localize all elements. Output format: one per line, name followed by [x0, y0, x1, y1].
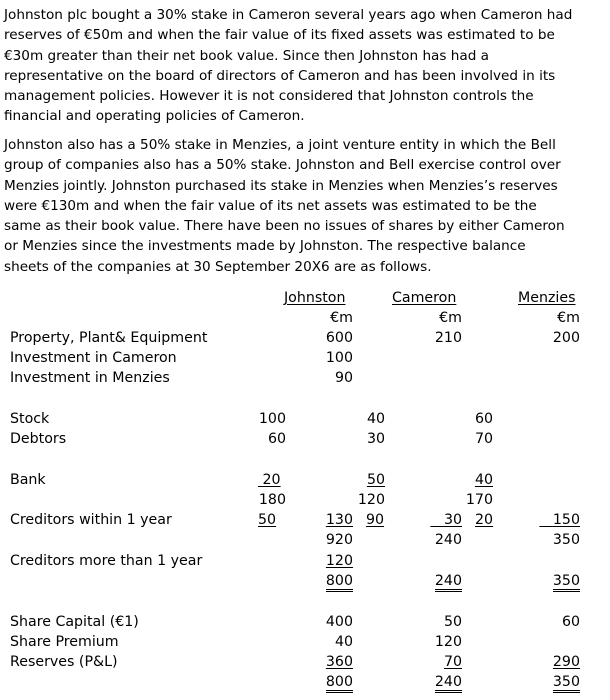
label-bank: Bank [10, 472, 46, 488]
menzies-equity-total: 350 [520, 672, 580, 692]
label-debtors: Debtors [10, 431, 67, 447]
menzies-current-assets-total: 170 [465, 492, 493, 508]
johnston-debtors: 60 [267, 431, 286, 447]
menzies-creditors: 20 [475, 512, 494, 528]
text-line: Johnston plc bought a 30% stake in Cameron several years ago when Cameron had [4, 7, 573, 23]
cameron-stock: 40 [366, 411, 385, 427]
menzies-bank: 40 [474, 472, 493, 488]
menzies-stock: 60 [474, 411, 493, 427]
johnston-net-current-assets: 130 [325, 512, 353, 528]
menzies-debtors: 70 [474, 431, 493, 447]
menzies-subtotal: 350 [552, 532, 580, 548]
text-line: €30m greater than their net book value. Since then Johnston has had a [4, 47, 490, 64]
cameron-equity-total: 240 [402, 672, 462, 692]
intro-paragraph-1 [4, 5, 604, 127]
currency-johnston: €m [330, 310, 353, 326]
label-ppe: Property, Plant& Equipment [10, 330, 208, 346]
text-line: or Menzies since the investments made by Johnston. The respective balance [4, 238, 526, 255]
cameron-ppe: 210 [434, 330, 462, 346]
cameron-share-premium: 120 [434, 634, 462, 650]
label-share-premium: Share Premium [10, 634, 119, 650]
text-line: group of companies also has a 50% stake. Johnston and Bell exercise control over [4, 157, 561, 174]
johnston-share-premium: 40 [334, 634, 353, 650]
johnston-investment-cameron: 100 [325, 350, 353, 366]
cameron-creditors: 90 [366, 512, 385, 528]
cameron-subtotal: 240 [434, 532, 462, 548]
menzies-ppe: 200 [552, 330, 580, 346]
menzies-net-assets: 350 [520, 571, 580, 591]
text-line: Menzies jointly. Johnston purchased its stake in Menzies when Menzies’s reserves [4, 177, 558, 194]
text-line: management policies. However it is not considered that Johnston controls the [4, 88, 534, 105]
cameron-reserves: 70 [443, 654, 462, 670]
label-investment-menzies: Investment in Menzies [10, 370, 170, 386]
intro-paragraph-2 [4, 135, 604, 277]
label-creditors-more-than-1-year: Creditors more than 1 year [10, 553, 203, 569]
johnston-investment-menzies: 90 [334, 370, 353, 386]
header-johnston: Johnston [284, 290, 346, 306]
johnston-equity-total: 800 [293, 672, 353, 692]
currency-menzies: €m [557, 310, 580, 326]
header-cameron: Cameron [392, 290, 457, 306]
text-line: reserves of €50m and when the fair value of its fixed assets was estimated to be [4, 27, 555, 44]
text-line: Johnston also has a 50% stake in Menzies, a joint venture entity in which the Bell [4, 137, 556, 153]
johnston-ppe: 600 [325, 330, 353, 346]
cameron-net-current-assets: 30 [443, 512, 462, 528]
cameron-current-assets-total: 120 [357, 492, 385, 508]
cameron-debtors: 30 [366, 431, 385, 447]
cameron-bank: 50 [366, 472, 385, 488]
text-line: financial and operating policies of Cameron. [4, 108, 305, 125]
menzies-reserves: 290 [552, 654, 580, 670]
johnston-creditors: 50 [258, 512, 277, 528]
johnston-reserves: 360 [325, 654, 353, 670]
label-reserves: Reserves (P&L) [10, 654, 118, 670]
menzies-net-current-assets: 150 [552, 512, 580, 528]
cameron-net-assets: 240 [402, 571, 462, 591]
text-line: sheets of the companies at 30 September 20X6 are as follows. [4, 258, 432, 275]
label-creditors-within-1-year: Creditors within 1 year [10, 512, 172, 528]
label-stock: Stock [10, 411, 50, 427]
johnston-subtotal: 920 [325, 532, 353, 548]
currency-cameron: €m [439, 310, 462, 326]
header-menzies: Menzies [518, 290, 576, 306]
label-share-capital: Share Capital (€1) [10, 614, 139, 630]
johnston-bank: 20 [262, 472, 281, 488]
johnston-net-assets: 800 [293, 571, 353, 591]
text-line: representative on the board of directors of Cameron and has been involved in its [4, 67, 556, 84]
cameron-share-capital: 50 [443, 614, 462, 630]
text-line: same as their book value. There have been no issues of shares by either Cameron [4, 218, 565, 235]
johnston-share-capital: 400 [325, 614, 353, 630]
label-investment-cameron: Investment in Cameron [10, 350, 177, 366]
menzies-share-capital: 60 [561, 614, 580, 630]
johnston-stock: 100 [258, 411, 286, 427]
johnston-current-assets-total: 180 [258, 492, 286, 508]
text-line: were €130m and when the fair value of its net assets was estimated to be the [4, 197, 537, 214]
johnston-creditors-long-term: 120 [325, 553, 353, 569]
